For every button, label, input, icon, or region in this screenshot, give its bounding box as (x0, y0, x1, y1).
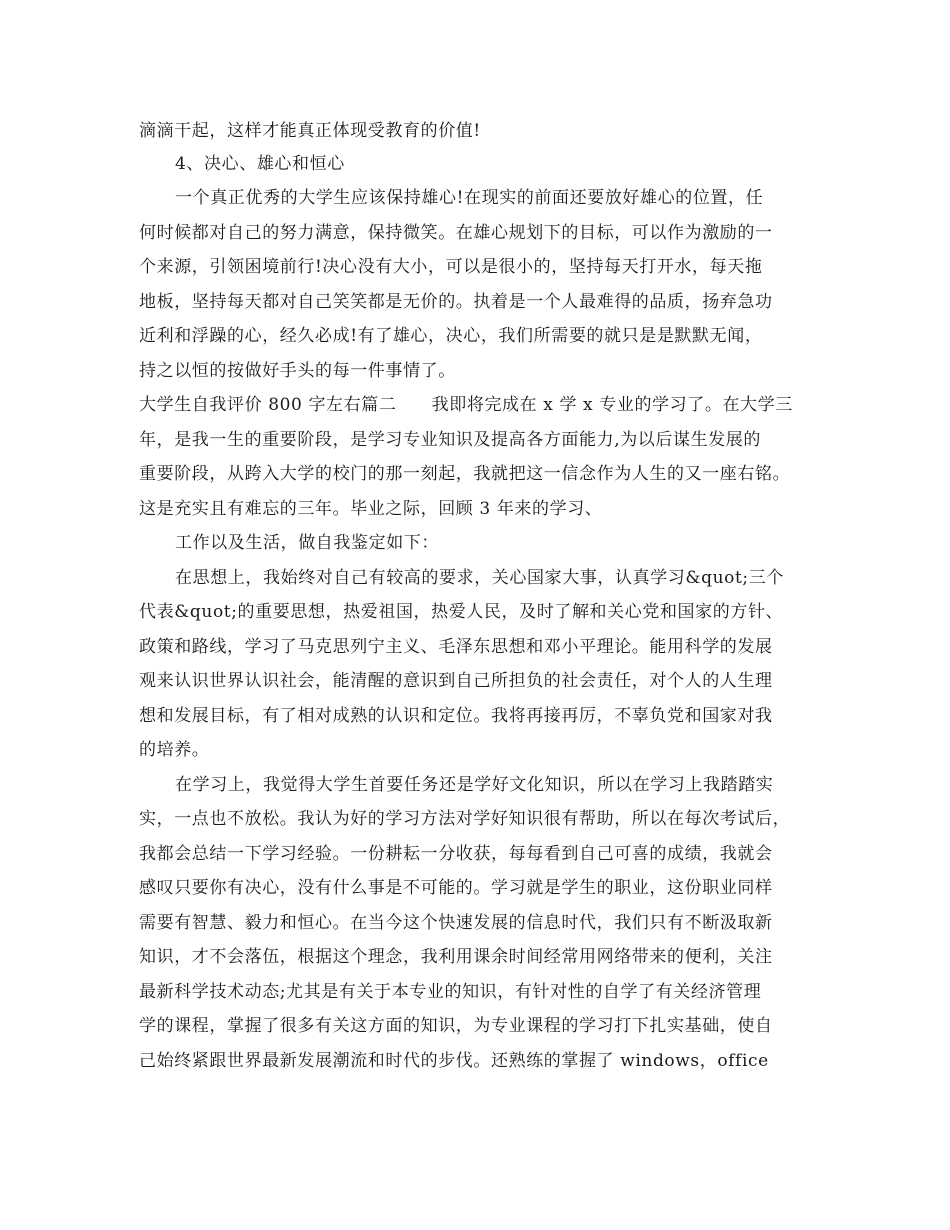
text-line: 重要阶段，从跨入大学的校门的那一刻起，我就把这一信念作为人生的又一座右铭。 (139, 464, 791, 484)
text-line: 这是充实且有难忘的三年。毕业之际，回顾 3 年来的学习、 (139, 499, 603, 519)
text-line: 在学习上，我觉得大学生首要任务还是学好文化知识，所以在学习上我踏踏实 (175, 775, 774, 795)
text-line: 地板，坚持每天都对自己笑笑都是无价的。执着是一个人最难得的品质，扬弃急功 (139, 292, 773, 312)
text-line: 感叹只要你有决心，没有什么事是不可能的。学习就是学生的职业，这份职业同样 (139, 878, 773, 898)
text-line: 工作以及生活，做自我鉴定如下： (175, 533, 439, 553)
text-line: 在思想上，我始终对自己有较高的要求，关心国家大事，认真学习&quot;三个 (175, 568, 784, 588)
text-line: 学的课程，掌握了很多有关这方面的知识，为专业课程的学习打下扎实基础，使自 (139, 1016, 773, 1036)
text-line: 代表&quot;的重要思想，热爱祖国，热爱人民，及时了解和关心党和国家的方针、 (139, 602, 784, 622)
text-line: 何时候都对自己的努力满意，保持微笑。在雄心规划下的目标，可以作为激励的一 (139, 223, 773, 243)
section-title-line: 大学生自我评价 800 字左右篇二 我即将完成在 x 学 x 专业的学习了。在大学三 (139, 395, 793, 415)
text-line: 政策和路线，学习了马克思列宁主义、毛泽东思想和邓小平理论。能用科学的发展 (139, 637, 773, 657)
text-line: 持之以恒的按做好手头的每一件事情了。 (139, 361, 456, 381)
text-line: 最新科学技术动态;尤其是有关于本专业的知识，有针对性的自学了有关经济管理 (139, 982, 762, 1002)
text-line: 需要有智慧、毅力和恒心。在当今这个快速发展的信息时代，我们只有不断汲取新 (139, 913, 773, 933)
text-line: 己始终紧跟世界最新发展潮流和时代的步伐。还熟练的掌握了 windows，office (139, 1051, 769, 1071)
text-line: 年，是我一生的重要阶段，是学习专业知识及提高各方面能力,为以后谋生发展的 (139, 430, 762, 450)
section-heading: 4、决心、雄心和恒心 (175, 154, 345, 174)
text-line: 的培养。 (139, 740, 210, 760)
text-line: 观来认识世界认识社会，能清醒的意识到自己所担负的社会责任，对个人的人生理 (139, 671, 773, 691)
text-line: 知识，才不会落伍，根据这个理念，我利用课余时间经常用网络带来的便利，关注 (139, 947, 773, 967)
text-line: 我都会总结一下学习经验。一份耕耘一分收获，每每看到自己可喜的成绩，我就会 (139, 844, 773, 864)
text-line: 滴滴干起，这样才能真正体现受教育的价值! (139, 121, 481, 141)
text-line: 近利和浮躁的心，经久必成!有了雄心，决心，我们所需要的就只是是默默无闻， (139, 326, 763, 346)
text-line: 想和发展目标，有了相对成熟的认识和定位。我将再接再厉，不辜负党和国家对我 (139, 706, 773, 726)
text-line: 一个真正优秀的大学生应该保持雄心!在现实的前面还要放好雄心的位置，任 (175, 188, 764, 208)
text-line: 个来源，引领困境前行!决心没有大小，可以是很小的，坚持每天打开水，每天拖 (139, 257, 763, 277)
text-line: 实，一点也不放松。我认为好的学习方法对学好知识很有帮助，所以在每次考试后， (139, 809, 791, 829)
